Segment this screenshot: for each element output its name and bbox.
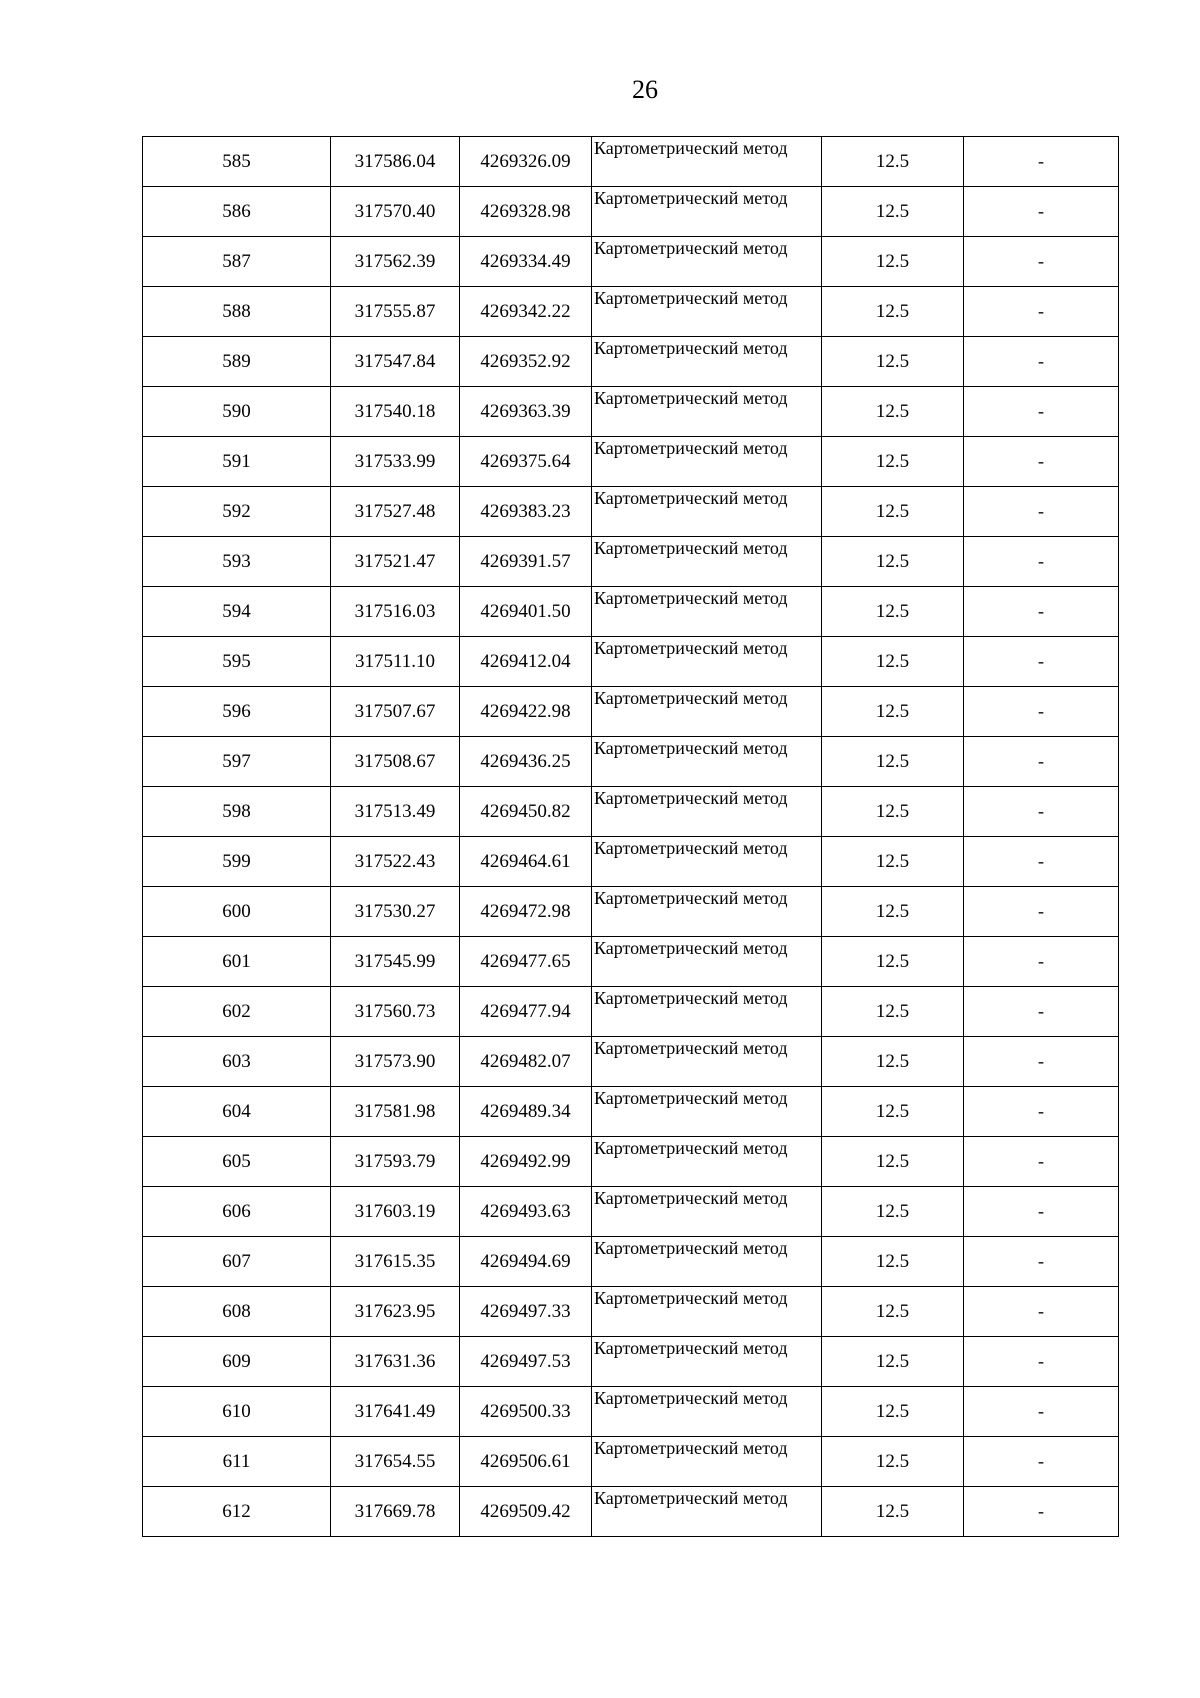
note-cell: - (964, 1287, 1119, 1337)
note-cell: - (964, 837, 1119, 887)
point-number-cell: 600 (143, 887, 331, 937)
y-coordinate-cell: 4269334.49 (460, 237, 592, 287)
x-coordinate-cell: 317560.73 (331, 987, 460, 1037)
note-cell: - (964, 337, 1119, 387)
x-coordinate-cell: 317530.27 (331, 887, 460, 937)
note-cell: - (964, 737, 1119, 787)
point-number-cell: 589 (143, 337, 331, 387)
point-number-cell: 595 (143, 637, 331, 687)
accuracy-cell: 12.5 (822, 887, 964, 937)
x-coordinate-cell: 317570.40 (331, 187, 460, 237)
note-cell: - (964, 987, 1119, 1037)
method-cell: Картометрический метод (592, 187, 822, 237)
x-coordinate-cell: 317669.78 (331, 1487, 460, 1537)
note-cell: - (964, 1087, 1119, 1137)
note-cell: - (964, 1437, 1119, 1487)
point-number-cell: 590 (143, 387, 331, 437)
y-coordinate-cell: 4269464.61 (460, 837, 592, 887)
x-coordinate-cell: 317521.47 (331, 537, 460, 587)
method-cell: Картометрический метод (592, 1037, 822, 1087)
x-coordinate-cell: 317508.67 (331, 737, 460, 787)
note-cell: - (964, 1487, 1119, 1537)
x-coordinate-cell: 317511.10 (331, 637, 460, 687)
table-row (143, 337, 1119, 387)
method-cell: Картометрический метод (592, 1437, 822, 1487)
point-number-cell: 586 (143, 187, 331, 237)
point-number-cell: 596 (143, 687, 331, 737)
accuracy-cell: 12.5 (822, 1487, 964, 1537)
method-cell: Картометрический метод (592, 687, 822, 737)
table-row (143, 637, 1119, 687)
method-cell: Картометрический метод (592, 287, 822, 337)
x-coordinate-cell: 317641.49 (331, 1387, 460, 1437)
point-number-cell: 608 (143, 1287, 331, 1337)
page-number: 26 (632, 75, 658, 104)
y-coordinate-cell: 4269391.57 (460, 537, 592, 587)
x-coordinate-cell: 317533.99 (331, 437, 460, 487)
table-row (143, 737, 1119, 787)
point-number-cell: 593 (143, 537, 331, 587)
x-coordinate-cell: 317513.49 (331, 787, 460, 837)
x-coordinate-cell: 317547.84 (331, 337, 460, 387)
note-cell: - (964, 1187, 1119, 1237)
accuracy-cell: 12.5 (822, 387, 964, 437)
y-coordinate-cell: 4269497.53 (460, 1337, 592, 1387)
table-row (143, 1187, 1119, 1237)
accuracy-cell: 12.5 (822, 187, 964, 237)
coordinates-table-body (143, 137, 1119, 1537)
method-cell: Картометрический метод (592, 437, 822, 487)
table-row (143, 937, 1119, 987)
y-coordinate-cell: 4269472.98 (460, 887, 592, 937)
table-row (143, 137, 1119, 187)
table-row (143, 887, 1119, 937)
x-coordinate-cell: 317507.67 (331, 687, 460, 737)
y-coordinate-cell: 4269477.65 (460, 937, 592, 987)
accuracy-cell: 12.5 (822, 137, 964, 187)
x-coordinate-cell: 317573.90 (331, 1037, 460, 1087)
table-row (143, 237, 1119, 287)
accuracy-cell: 12.5 (822, 1137, 964, 1187)
note-cell: - (964, 887, 1119, 937)
y-coordinate-cell: 4269363.39 (460, 387, 592, 437)
x-coordinate-cell: 317603.19 (331, 1187, 460, 1237)
table-row (143, 1137, 1119, 1187)
method-cell: Картометрический метод (592, 1237, 822, 1287)
note-cell: - (964, 137, 1119, 187)
y-coordinate-cell: 4269482.07 (460, 1037, 592, 1087)
accuracy-cell: 12.5 (822, 237, 964, 287)
y-coordinate-cell: 4269489.34 (460, 1087, 592, 1137)
y-coordinate-cell: 4269477.94 (460, 987, 592, 1037)
table-row (143, 1037, 1119, 1087)
y-coordinate-cell: 4269450.82 (460, 787, 592, 837)
method-cell: Картометрический метод (592, 1287, 822, 1337)
accuracy-cell: 12.5 (822, 737, 964, 787)
point-number-cell: 601 (143, 937, 331, 987)
note-cell: - (964, 687, 1119, 737)
method-cell: Картометрический метод (592, 137, 822, 187)
point-number-cell: 598 (143, 787, 331, 837)
point-number-cell: 610 (143, 1387, 331, 1437)
x-coordinate-cell: 317540.18 (331, 387, 460, 437)
point-number-cell: 592 (143, 487, 331, 537)
method-cell: Картометрический метод (592, 487, 822, 537)
y-coordinate-cell: 4269401.50 (460, 587, 592, 637)
note-cell: - (964, 437, 1119, 487)
accuracy-cell: 12.5 (822, 1287, 964, 1337)
table-row (143, 1337, 1119, 1387)
note-cell: - (964, 587, 1119, 637)
y-coordinate-cell: 4269506.61 (460, 1437, 592, 1487)
method-cell: Картометрический метод (592, 1187, 822, 1237)
table-row (143, 487, 1119, 537)
table-row (143, 687, 1119, 737)
note-cell: - (964, 487, 1119, 537)
accuracy-cell: 12.5 (822, 637, 964, 687)
point-number-cell: 599 (143, 837, 331, 887)
note-cell: - (964, 187, 1119, 237)
method-cell: Картометрический метод (592, 237, 822, 287)
y-coordinate-cell: 4269326.09 (460, 137, 592, 187)
note-cell: - (964, 1387, 1119, 1437)
table-row (143, 437, 1119, 487)
note-cell: - (964, 637, 1119, 687)
x-coordinate-cell: 317615.35 (331, 1237, 460, 1287)
point-number-cell: 603 (143, 1037, 331, 1087)
note-cell: - (964, 387, 1119, 437)
accuracy-cell: 12.5 (822, 287, 964, 337)
x-coordinate-cell: 317527.48 (331, 487, 460, 537)
point-number-cell: 591 (143, 437, 331, 487)
method-cell: Картометрический метод (592, 387, 822, 437)
table-row (143, 837, 1119, 887)
accuracy-cell: 12.5 (822, 787, 964, 837)
point-number-cell: 597 (143, 737, 331, 787)
table-row (143, 1237, 1119, 1287)
method-cell: Картометрический метод (592, 537, 822, 587)
x-coordinate-cell: 317522.43 (331, 837, 460, 887)
point-number-cell: 605 (143, 1137, 331, 1187)
y-coordinate-cell: 4269493.63 (460, 1187, 592, 1237)
x-coordinate-cell: 317631.36 (331, 1337, 460, 1387)
y-coordinate-cell: 4269412.04 (460, 637, 592, 687)
point-number-cell: 612 (143, 1487, 331, 1537)
method-cell: Картометрический метод (592, 837, 822, 887)
table-row (143, 987, 1119, 1037)
note-cell: - (964, 237, 1119, 287)
method-cell: Картометрический метод (592, 1337, 822, 1387)
table-row (143, 1087, 1119, 1137)
table-row (143, 187, 1119, 237)
method-cell: Картометрический метод (592, 1087, 822, 1137)
table-row (143, 1437, 1119, 1487)
y-coordinate-cell: 4269494.69 (460, 1237, 592, 1287)
point-number-cell: 594 (143, 587, 331, 637)
coordinates-table (142, 136, 1119, 1537)
x-coordinate-cell: 317593.79 (331, 1137, 460, 1187)
accuracy-cell: 12.5 (822, 1237, 964, 1287)
x-coordinate-cell: 317562.39 (331, 237, 460, 287)
method-cell: Картометрический метод (592, 937, 822, 987)
table-row (143, 787, 1119, 837)
table-row (143, 1487, 1119, 1537)
method-cell: Картометрический метод (592, 787, 822, 837)
table-row (143, 287, 1119, 337)
x-coordinate-cell: 317581.98 (331, 1087, 460, 1137)
note-cell: - (964, 1137, 1119, 1187)
accuracy-cell: 12.5 (822, 837, 964, 887)
y-coordinate-cell: 4269492.99 (460, 1137, 592, 1187)
x-coordinate-cell: 317654.55 (331, 1437, 460, 1487)
y-coordinate-cell: 4269352.92 (460, 337, 592, 387)
accuracy-cell: 12.5 (822, 937, 964, 987)
x-coordinate-cell: 317516.03 (331, 587, 460, 637)
table-row (143, 587, 1119, 637)
accuracy-cell: 12.5 (822, 1037, 964, 1087)
method-cell: Картометрический метод (592, 887, 822, 937)
accuracy-cell: 12.5 (822, 1187, 964, 1237)
y-coordinate-cell: 4269328.98 (460, 187, 592, 237)
point-number-cell: 604 (143, 1087, 331, 1137)
method-cell: Картометрический метод (592, 1487, 822, 1537)
point-number-cell: 606 (143, 1187, 331, 1237)
accuracy-cell: 12.5 (822, 687, 964, 737)
point-number-cell: 607 (143, 1237, 331, 1287)
accuracy-cell: 12.5 (822, 1087, 964, 1137)
point-number-cell: 587 (143, 237, 331, 287)
y-coordinate-cell: 4269509.42 (460, 1487, 592, 1537)
y-coordinate-cell: 4269500.33 (460, 1387, 592, 1437)
method-cell: Картометрический метод (592, 587, 822, 637)
accuracy-cell: 12.5 (822, 1437, 964, 1487)
point-number-cell: 602 (143, 987, 331, 1037)
table-row (143, 1287, 1119, 1337)
accuracy-cell: 12.5 (822, 1337, 964, 1387)
accuracy-cell: 12.5 (822, 1387, 964, 1437)
y-coordinate-cell: 4269422.98 (460, 687, 592, 737)
accuracy-cell: 12.5 (822, 437, 964, 487)
accuracy-cell: 12.5 (822, 337, 964, 387)
note-cell: - (964, 537, 1119, 587)
table-row (143, 387, 1119, 437)
point-number-cell: 611 (143, 1437, 331, 1487)
note-cell: - (964, 787, 1119, 837)
method-cell: Картометрический метод (592, 1387, 822, 1437)
accuracy-cell: 12.5 (822, 487, 964, 537)
y-coordinate-cell: 4269497.33 (460, 1287, 592, 1337)
point-number-cell: 585 (143, 137, 331, 187)
x-coordinate-cell: 317586.04 (331, 137, 460, 187)
accuracy-cell: 12.5 (822, 537, 964, 587)
table-row (143, 1387, 1119, 1437)
note-cell: - (964, 287, 1119, 337)
y-coordinate-cell: 4269375.64 (460, 437, 592, 487)
accuracy-cell: 12.5 (822, 587, 964, 637)
y-coordinate-cell: 4269436.25 (460, 737, 592, 787)
x-coordinate-cell: 317545.99 (331, 937, 460, 987)
x-coordinate-cell: 317555.87 (331, 287, 460, 337)
method-cell: Картометрический метод (592, 987, 822, 1037)
y-coordinate-cell: 4269342.22 (460, 287, 592, 337)
method-cell: Картометрический метод (592, 737, 822, 787)
method-cell: Картометрический метод (592, 337, 822, 387)
table-row (143, 537, 1119, 587)
note-cell: - (964, 1337, 1119, 1387)
note-cell: - (964, 937, 1119, 987)
point-number-cell: 588 (143, 287, 331, 337)
note-cell: - (964, 1037, 1119, 1087)
method-cell: Картометрический метод (592, 1137, 822, 1187)
note-cell: - (964, 1237, 1119, 1287)
point-number-cell: 609 (143, 1337, 331, 1387)
y-coordinate-cell: 4269383.23 (460, 487, 592, 537)
method-cell: Картометрический метод (592, 637, 822, 687)
accuracy-cell: 12.5 (822, 987, 964, 1037)
x-coordinate-cell: 317623.95 (331, 1287, 460, 1337)
